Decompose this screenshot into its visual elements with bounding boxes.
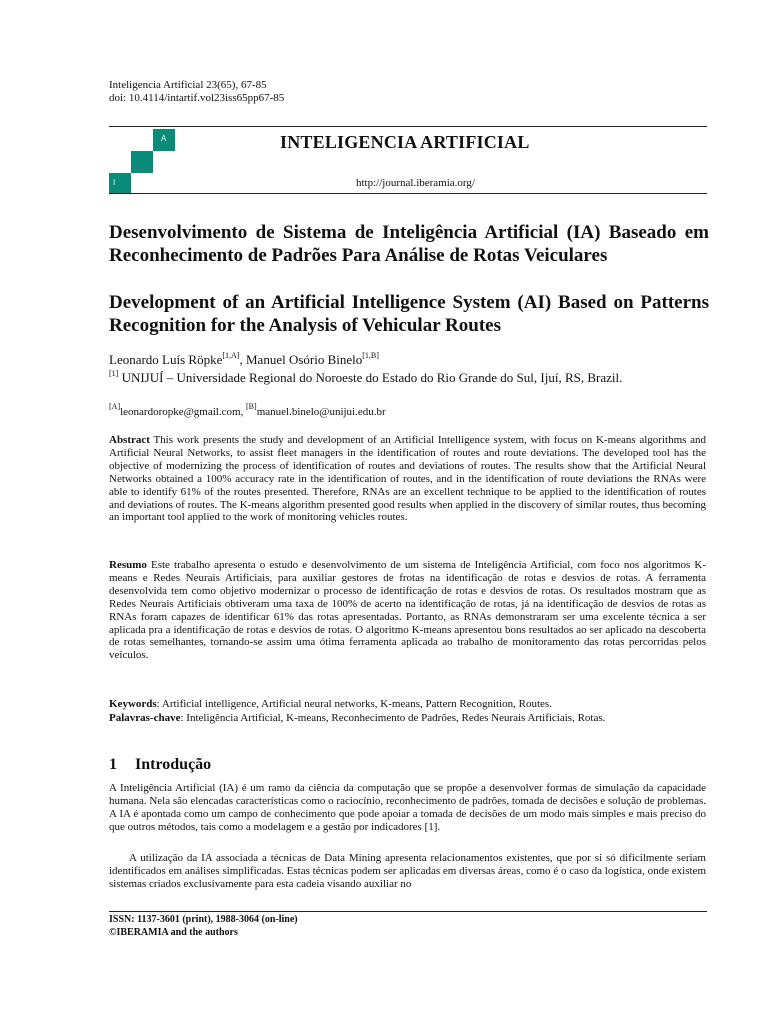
title-portuguese: Desenvolvimento de Sistema de Inteligência Artificial (IA) Baseado em Reconhecimento de Padrões Para Análise de Rotas Veiculares bbox=[109, 222, 709, 266]
palavras-chave-line bbox=[109, 712, 706, 725]
author-separator: , bbox=[239, 352, 246, 367]
header-top-rule bbox=[109, 126, 707, 127]
palavras-chave-text: : Inteligência Artificial, K-means, Reconhecimento de Padrões, Redes Neurais Artificiais, Rotas. bbox=[180, 712, 606, 724]
affiliation-text: UNIJUÍ – Universidade Regional do Noroeste do Estado do Rio Grande do Sul, Ijuí, RS, Brazil. bbox=[118, 370, 623, 385]
author-name: Manuel Osório Binelo bbox=[245, 352, 363, 367]
footer-rule bbox=[109, 911, 707, 912]
resumo-paragraph bbox=[109, 559, 706, 662]
author-emails bbox=[109, 404, 386, 420]
email-link[interactable]: manuel.binelo@unijui.edu.br bbox=[256, 406, 386, 418]
logo-letter-i: I bbox=[113, 178, 116, 187]
intro-paragraph-1: A Inteligência Artificial (IA) é um ramo da ciência da computação que se propõe a desenvolver formas de simulação da capacidade humana. Nela são elencadas características como o raciocínio, reconhecimento de padrões, tomada de decisões e solução de problemas. A IA é apontada como um campo de conhecimento que pode apoiar a tomada de decisões de um modo mais simples e mais preciso do que outros métodos, tais como a modelagem e a gestão por indicadores [1]. bbox=[109, 782, 706, 833]
author-name: Leonardo Luís Röpke bbox=[109, 352, 223, 367]
author-affil-mark: [1,A] bbox=[222, 350, 240, 360]
author-affil-mark: [1,B] bbox=[362, 350, 379, 360]
doi: doi: 10.4114/intartif.vol23iss65pp67-85 bbox=[109, 92, 285, 104]
section-heading bbox=[109, 756, 211, 774]
journal-url[interactable]: http://journal.iberamia.org/ bbox=[356, 177, 475, 189]
email-mark: [A] bbox=[109, 402, 121, 412]
footer-issn: ISSN: 1137-3601 (print), 1988-3064 (on-line) bbox=[109, 914, 298, 925]
keywords-label: Keywords bbox=[109, 698, 157, 710]
logo-square-top bbox=[153, 129, 175, 151]
journal-logo bbox=[109, 129, 175, 193]
logo-letter-a: A bbox=[161, 134, 167, 143]
logo-square-middle bbox=[131, 151, 153, 173]
journal-name: INTELIGENCIA ARTIFICIAL bbox=[280, 132, 530, 152]
header-bottom-rule bbox=[109, 193, 707, 194]
intro-paragraph-2-text: A utilização da IA associada a técnicas de Data Mining apresenta relacionamentos existentes, que por si só dificilmente seriam identificados em análises simplificadas. Estas técnicas podem ser aplicadas em diversas áreas, como é o caso da logística, onde existem sistemas criados exclusivamente para esta cadeia visando auxiliar no bbox=[109, 852, 706, 890]
email-mark: [B] bbox=[246, 402, 257, 412]
email-link[interactable]: leonardoropke@gmail.com, bbox=[120, 406, 247, 418]
intro-paragraph-2 bbox=[109, 852, 706, 891]
keywords-text: : Artificial intelligence, Artificial neural networks, K-means, Pattern Recognition, Routes. bbox=[156, 698, 552, 710]
logo-square-bottom bbox=[109, 173, 131, 193]
title-english: Development of an Artificial Intelligence System (AI) Based on Patterns Recognition for the Analysis of Vehicular Routes bbox=[109, 292, 709, 336]
abstract-paragraph bbox=[109, 434, 706, 524]
footer-copyright: ©IBERAMIA and the authors bbox=[109, 927, 238, 938]
section-title: Introdução bbox=[135, 756, 212, 773]
author-list bbox=[109, 352, 379, 368]
keywords-line bbox=[109, 698, 706, 711]
journal-citation: Inteligencia Artificial 23(65), 67-85 bbox=[109, 79, 267, 91]
abstract-text: This work presents the study and development of an Artificial Intelligence system, with focus on K-means algorithms and Artificial Neural Networks, to assist fleet managers in the identification of routes and route deviations. The developed tool has the objective of modernizing the process of identification of routes and deviations of routes. The results show that the Artificial Neural Networks obtained a 100% accuracy rate in the identification of routes, and in the identification of route deviations the RNAs were able to identify 61% of the routes presented. Therefore, RNAs are an excellent technique to be applied to the identification of routes and deviations of routes. The K-means algorithm presented good results when applied in the discovery of similar routes, thus becoming an important tool applied to the work of monitoring vehicles routes. bbox=[109, 434, 706, 524]
abstract-label: Abstract bbox=[109, 434, 150, 446]
resumo-label: Resumo bbox=[109, 559, 147, 571]
palavras-chave-label: Palavras-chave bbox=[109, 712, 181, 724]
resumo-text: Este trabalho apresenta o estudo e desenvolvimento de um sistema de Inteligência Artificial, com foco nos algoritmos K-means e Redes Neurais Artificiais, para auxiliar gestores de frotas na identificação de rotas e desvios de rotas. A ferramenta desenvolvida tem como objetivo modernizar o processo de identificação de rotas e desvios de rotas. Os resultados mostram que as Redes Neurais Artificiais obtiveram uma taxa de 100% de acerto na identificação de rotas, já na identificação de desvios de rotas as RNAs foram capazes de identificar 61% das rotas apresentadas. Portanto, as RNAs demonstraram ser uma excelente técnica a ser aplicada pra a identificação de rotas e desvios de rotas. O algoritmo K-means apresentou bons resultados ao ser aplicado na descoberta de rotas semelhantes, tornando-se assim uma ótima ferramenta aplicada ao trabalho de monitoramento das rotas percorridas pelos veículos. bbox=[109, 559, 706, 662]
section-number: 1 bbox=[109, 756, 117, 773]
affiliation-mark: [1] bbox=[109, 368, 119, 378]
affiliation bbox=[109, 370, 707, 386]
